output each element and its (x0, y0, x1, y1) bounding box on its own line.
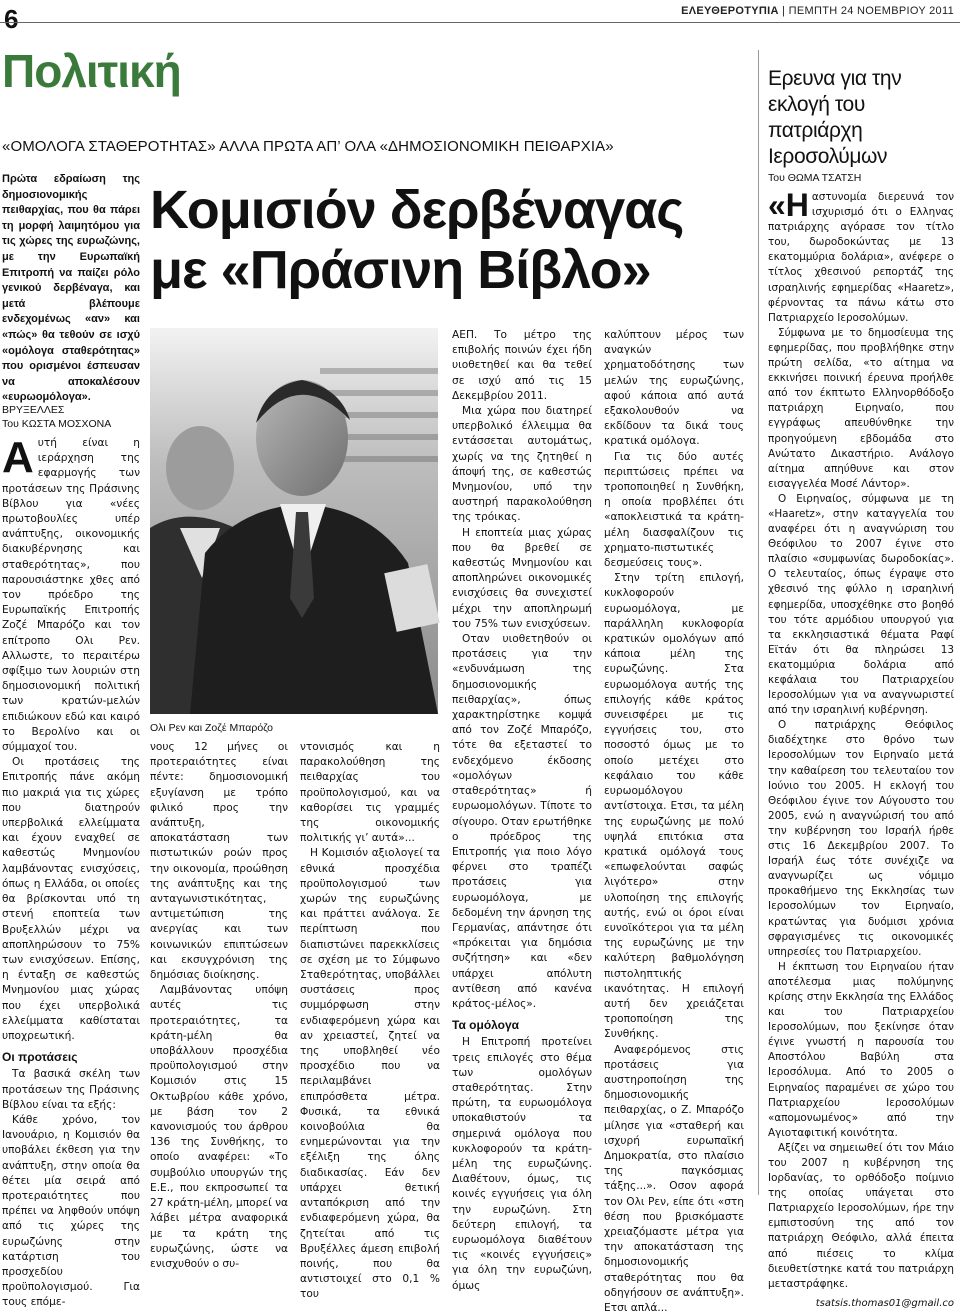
sidebar-paragraph: Ο πατριάρχης Θεόφιλος διαδέχτηκε στο θρόνο των Ιεροσολύμων τον Ειρηναίο μετά την καθαίρεση του τελευταίου τον Ιούνιο του 2005. Η εκλογή του Θεόφιλου έγινε τον Αύγουστο του 2005, ενώ η αναγνώρισή του από την κυβέρνηση του Ισραήλ ήρθε στις 16 Δεκεμβρίου 2007. Το Ισραήλ έως τότε συνέχιζε να αναγνωρίζει ως νόμιμο προκαθήμενο της Εκκλησίας των Ιεροσολύμων τον Ειρηναίο, κρατώντας για δυόμισι χρόνια σφραγισμένες τις οικονομικές υπηρεσίες του Πατριαρχείου. (768, 719, 954, 958)
headline: Κομισιόν δερβέναγας με «Πράσινη Βίβλο» (150, 180, 684, 300)
subhead: Τα ομόλογα (452, 1018, 520, 1033)
subhead: Οι προτάσεις (2, 1050, 78, 1065)
sidebar-paragraph: Σύμφωνα με το δημοσίευμα της εφημερίδας, που προβλήθηκε στην πρώτη σελίδα, «το αίτημα να εκκινήσει ποινική έρευνα προήλθε από τον έκπτωτο Ελληνορθόδοξο πατριάρχη Ειρηναίο, που εγγράφως απευθύνθηκε την προηγούμενη εβδομάδα στο Ανώτατο Δικαστήριο. Ανάλογο αίτημα απηύθυνε και στον εισαγγελέα Μοσέ Λάντορ». (768, 326, 954, 490)
masthead-separator: | (782, 5, 789, 17)
sidebar-byline: Του ΘΩΜΑ ΤΣΑΤΣΗ (768, 172, 862, 184)
sidebar-dropcap: «Η (768, 187, 809, 223)
article-paragraph: Οταν υιοθετηθούν οι προτάσεις για την «ενδυνάμωση της δημοσιονομικής πειθαρχίας», όπως χαρακτηρίστηκε κομψά από τον Ζοζέ Μπαρόζο, τότε θα εξεταστεί το ενδεχόμενο έκδοσης «ομολόγων σταθερότητας» ή ευρωομολόγων. Τίποτε το σίγουρο. Οταν ερωτήθηκε ο πρόεδρος της Επιτροπής για ποιο λόγο φέρνει στο τραπέζι προτάσεις για ευρωομόλογα, με δεδομένη την άρνηση της Γερμανίας, απάντησε ότι «πρόκειται για δημόσια συζήτηση» και «δεν υπάρχει απόλυτη αντίθεση από κανένα κράτος-μέλος». (452, 633, 592, 1010)
article-paragraph: Στην τρίτη επιλογή, κυκλοφορούν ευρωομόλογα, με παράλληλη κυκλοφορία κρατικών ομολόγων από κάποια μέλη της ευρωζώνης. Στα ευρωομόλογα αυτής της επιλογής κάθε κράτος συνεισφέρει με τις εγγυήσεις του, στο ποσοστό όμως με το οποίο μετέχει στο κεφάλαιο του κάθε ευρωομόλογου αντίστοιχα. Ετσι, τα μέλη της ευρωζώνης με πολύ υψηλά επιτόκια στα κρατικά ομόλογά τους «επωφελούνται σαφώς λιγότερο» στην υλοποίηση της επιλογής αυτής, ενώ οι όροι είναι ευνοϊκότεροι για τα μέλη της ευρωζώνης με την καλύτερη βαθμολόγηση πιστοληπτικής ικανότητας. Η επιλογή αυτή δεν χρειάζεται τροποποίηση της Συνθήκης. (604, 572, 744, 1041)
photo-barroso-rehn (150, 328, 438, 714)
sidebar-paragraph: Ο Ειρηναίος, σύμφωνα με τη «Haaretz», στην καταγγελία του αναφέρει ότι η αναγνώριση του Θεόφιλου το 2007 έγινε στο πλαίσιο «συμφωνίας δωροδοκίας». Ο τελευταίος, όπως έγραψε στο χθεσινό της φύλλο η ισραηλινή εφημερίδα, υποσχέθηκε στο βοηθό του τότε αρμόδιου υπουργού για τα εκκλησιαστικά θέματα Ραφί Εϊτάν ότι θα πληρώσει 13 εκατομμύρια δολάρια από κεφάλαια του Πατριαρχείου Ιεροσολύμων για να αναγνωριστεί από την ισραηλινή κυβέρνηση. (768, 492, 954, 717)
article-column-3 (452, 328, 592, 1294)
photo-illustration (150, 328, 438, 714)
article-column-1 (2, 433, 140, 1311)
article-paragraph: Μια χώρα που διατηρεί υπερβολικό έλλειμμα θα εντάσσεται αυτομάτως, χωρίς να της ζητηθεί η άποψή της, σε καθεστώς Μνημονίου, υπό την αυστηρή παρακολούθηση της τρόικας. (452, 405, 592, 524)
lede: Πρώτα εδραίωση της δημοσιονομικής πειθαρχίας, που θα πάρει τη μορφή λαιμητόμου για τις χώρες της ευρωζώνης, με την Ευρωπαϊκή Επιτροπή να παίζει ρόλο γενικού δερβέναγα, και μετά βλέπουμε ενδεχομένως «αν» και «πώς» θα τεθούν σε ισχύ «ομόλογα σταθερότητας» που ορισμένοι έσπευσαν να αποκαλέσουν «ευρωομόλογα». (2, 173, 140, 404)
author-email: tsatsis.thomas01@gmail.co (815, 1297, 954, 1309)
sidebar-paragraph: «Ηαστυνομία διερευνά τον ισχυρισμό ότι ο Ελληνας πατριάρχης αγόρασε τον τίτλο του, δωροδοκώντας με 13 εκατομμύρια δολάρια», ανέφερε ο τίτλος χθεσινού ρεπορτάζ της ισραηλινής εφημερίδας «Haaretz», φέρνοντας τα πάνω κάτω στο Πατριαρχείο Ιεροσολύμων. (768, 187, 954, 324)
article-paragraph: ντονισμός και η παρακολούθηση της πειθαρχίας του προϋπολογισμού, και να καθορίσει τις γραμμές της οικονομικής πολιτικής γι’ αυτά»... (300, 741, 440, 845)
sidebar-paragraph: Αξίζει να σημειωθεί ότι τον Μάιο του 2007 η κυβέρνηση της Ιορδανίας, το ορθόδοξο ποίμνιο της οποίας υπάγεται στο Πατριαρχείο Ιεροσολύμων, ήρε την εμπιστοσύνη της από τον πατριάρχη Θεόφιλο, αλλά έπειτα από πιέσεις το κλίμα διευθετίστηκε κατά του πατριάρχη μεταστράφηκε. (768, 1141, 954, 1290)
article-column-4 (604, 328, 744, 1316)
masthead-date: ΠΕΜΠΤΗ 24 ΝΟΕΜΒΡΙΟΥ 2011 (788, 5, 954, 17)
article-paragraph: Τα βασικά σκέλη των προτάσεων της Πράσινης Βίβλου είναι τα εξής: (2, 1068, 140, 1111)
masthead-rule (0, 22, 960, 23)
photo-caption: Ολι Ρεν και Ζοζέ Μπαρόζο (150, 722, 273, 734)
article-paragraph: ΑΕΠ. Το μέτρο της επιβολής ποινών έχει ήδη υιοθετηθεί και θα τεθεί σε ισχύ από τις 15 Δεκεμβρίου 2011. (452, 329, 592, 402)
section-title: Πολιτική (2, 45, 181, 97)
article-paragraph: Η Κομισιόν αξιολογεί τα εθνικά προσχέδια προϋπολογισμού των χωρών της ευρωζώνης και πράττει ανάλογα. Σε περίπτωση που διαπιστώνει παρεκκλίσεις σε σχέση με το Σύμφωνο Σταθερότητας, υποβάλλει συστάσεις προς συμμόρφωση στην ενδιαφερόμενη χώρα και αν χρειαστεί, ζητεί να της υποβληθεί νέο προσχέδιο που να περιλαμβάνει επιπρόσθετα μέτρα. Φυσικά, τα εθνικά κοινοβούλια θα ενημερώνονται για την εξέλιξη της όλης διαδικασίας. Εάν δεν υπάρχει θετική ανταπόκριση από την ενδιαφερόμενη χώρα, θα ζητείται από τις Βρυξέλλες άμεση επιβολή ποινής, που θα αντιστοιχεί στο 0,1 % του (300, 847, 440, 1301)
masthead (681, 5, 954, 17)
byline-author: Του ΚΩΣΤΑ ΜΟΣΧΟΝΑ (2, 418, 112, 430)
page-number: 6 (4, 4, 19, 34)
article-paragraph: Η εποπτεία μιας χώρας που θα βρεθεί σε καθεστώς Μνημονίου και αποπληρώνει οικονομικές ενισχύσεις θα συνεχιστεί μέχρι την αποπληρωμή του 75% των ενισχύσεων. (452, 526, 592, 630)
article-paragraph: Αυτή είναι η ιεράρχηση της εφαρμογής των προτάσεων της Πράσινης Βίβλου για «νέες πρωτοβουλίες υπέρ ανάπτυξης, οικονομικής διακυβέρνησης και σταθερότητας», που παρουσιάστηκε χθες από τον πρόεδρο της Ευρωπαϊκής Επιτροπής Ζοζέ Μπαρόζο και τον επίτροπο Ολι Ρεν. Αλλωστε, το περαιτέρω σφίξιμο των λουριών στη δημοσιονομική πολιτική των κρατών-μελών επιδιώκουν εδώ και καιρό το Βερολίνο και οι σύμμαχοί του. (2, 433, 140, 754)
article-paragraph: Λαμβάνοντας υπόψη αυτές τις προτεραιότητες, τα κράτη-μέλη θα υποβάλλουν προσχέδια προϋπολογισμού στην Κομισιόν στις 15 Οκτωβρίου κάθε χρόνο, με βάση τον 2 κανονισμούς του άρθρου 136 της Συνθήκης, το οποίο αναφέρει: «Το συμβούλιο υπουργών της Ε.Ε., που εκπροσωπεί τα 27 κράτη-μέλη, μπορεί να λάβει μέτρα αναφορικά με τα κράτη της ευρωζώνης, ώστε να ενισχυθούν ο συ- (150, 984, 288, 1270)
article-paragraph: Κάθε χρόνο, τον Ιανουάριο, η Κομισιόν θα υποβάλει έκθεση για την ανάπτυξη, στην οποία θα θέτει μία σειρά από προτεραιότητες που πρέπει να ληφθούν υπόψη από τις χώρες της ευρωζώνης στην κατάρτιση του προσχεδίου προϋπολογισμού. Για τους επόμε- (2, 1113, 140, 1309)
byline-place: ΒΡΥΞΕΛΛΕΣ (2, 404, 65, 416)
article-paragraph: Για τις δύο αυτές περιπτώσεις πρέπει να τροποποιηθεί η Συνθήκη, η οποία προβλέπει ότι «αποκλειστικά τα κράτη-μέλη διασφαλίζουν τις χρηματο-πιστωτικές δεσμεύσεις τους». (604, 450, 744, 570)
article-paragraph: Αναφερόμενος στις προτάσεις για αυστηροποίηση της δημοσιονομικής πειθαρχίας, ο Ζ. Μπαρόζο μίλησε για «σταθερή και ισχυρή ευρωπαϊκή Δημοκρατία, στο πλαίσιο της παγκόσμιας τάξης...». Οσον αφορά τον Ολι Ρεν, είπε ότι «στη θέση που βρισκόμαστε χρειαζόμαστε μέτρα για την αποκατάσταση της δημοσιονομικής σταθερότητας που θα οδηγήσουν σε ανάπτυξη». Ετσι απλά... (604, 1043, 744, 1314)
article-column-3b (300, 740, 440, 1303)
article-paragraph: Η Επιτροπή προτείνει τρεις επιλογές στο θέμα των ομολόγων σταθερότητας. Στην πρώτη, τα ευρωομόλογα υποκαθιστούν τα σημερινά ομόλογα που κυκλοφορούν τα κράτη-μέλη της ευρωζώνης. Διαθέτουν, όμως, τις κοινές εγγυήσεις για όλη την ευρωζώνη. Στη δεύτερη επιλογή, τα ευρωομόλογα διαθέτουν τις «κοινές εγγυήσεις» για όλη την ευρωζώνη, όμως (452, 1036, 592, 1292)
article-paragraph: καλύπτουν μέρος των αναγκών χρηματοδότησης των μελών της ευρωζώνης, αφού κάποια από αυτά εξακολουθούν να εκδίδουν τα δικά τους κρατικά ομόλογα. (604, 329, 744, 448)
sidebar-text (768, 187, 954, 1311)
article-column-2 (150, 740, 288, 1272)
sidebar-title: Ερευνα για την εκλογή του πατριάρχη Ιεροσολύμων (768, 67, 902, 168)
overline: «ΟΜΟΛΟΓΑ ΣΤΑΘΕΡΟΤΗΤΑΣ» ΑΛΛΑ ΠΡΩΤΑ ΑΠ’ ΟΛΑ «ΔΗΜΟΣΙΟΝΟΜΙΚΗ ΠΕΙΘΑΡΧΙΑ» (2, 138, 614, 155)
dropcap: Α (2, 433, 34, 482)
article-paragraph: νους 12 μήνες οι προτεραιότητες είναι πέντε: δημοσιονομική εξυγίανση με τρόπο φιλικό προς την ανάπτυξη, αποκατάσταση των πιστωτικών ροών προς την οικονομία, προώθηση της ανάπτυξης και της ανταγωνιστικότητας, αντιμετώπιση της ανεργίας και των κοινωνικών επιπτώσεων και εκσυγχρόνιση της δημόσιας διοίκησης. (150, 741, 288, 982)
masthead-paper: ΕΛΕΥΘΕΡΟΤΥΠΙΑ (681, 5, 779, 17)
article-paragraph: Οι προτάσεις της Επιτροπής πάνε ακόμη πιο μακριά για τις χώρες που διατηρούν υπερβολικά ελλείμματα και έχουν εναχθεί σε καθεστώς Μνημονίου λαμβάνοντας ενισχύσεις, όπως η Ελλάδα, οι οποίες θα βρίσκονται υπό τη στενή εποπτεία των Βρυξελλών μέχρι να αποπληρώσουν το 75% των ενισχύσεων. Επίσης, η ένταξη σε καθεστώς Μνημονίου μιας χώρας που έχει υπερβολικά ελλείμματα καθίσταται υποχρεωτική. (2, 756, 140, 1042)
sidebar-paragraph: Η έκπτωση του Ειρηναίου ήταν αποτέλεσμα μιας πολύμηνης κρίσης στην Εκκλησία της Ελλάδος και του Πατριαρχείου Ιεροσολύμων, που ξεκίνησε όταν έγινε γνωστή η παρουσία του Αποστόλου Βαβύλη στα Ιεροσόλυμα. Από το 2005 ο Ειρηναίος παραμένει σε χώρο του Πατριαρχείου Ιεροσολύμων «απομονωμένος» από την Αγιοταφιτική κοινότητα. (768, 960, 954, 1139)
